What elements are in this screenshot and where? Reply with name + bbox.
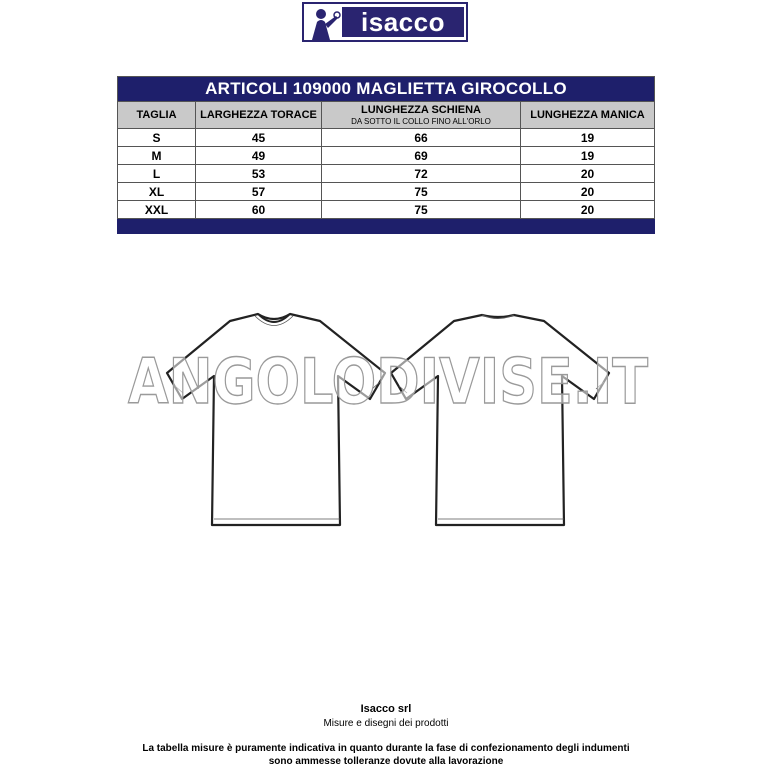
- cell-sleeve: 20: [521, 201, 655, 219]
- cell-size: S: [118, 129, 196, 147]
- cell-chest: 49: [196, 147, 322, 165]
- cell-back: 75: [322, 183, 521, 201]
- mascot-figure-icon: [306, 6, 342, 40]
- cell-sleeve: 19: [521, 147, 655, 165]
- header-back-label: LUNGHEZZA SCHIENA: [361, 104, 481, 116]
- footer-company: Isacco srl: [360, 703, 412, 715]
- cell-sleeve: 19: [521, 129, 655, 147]
- cell-size: XL: [118, 183, 196, 201]
- cell-size: M: [118, 147, 196, 165]
- header-back-length: [322, 102, 521, 129]
- cell-sleeve: 20: [521, 165, 655, 183]
- cell-chest: 53: [196, 165, 322, 183]
- table-title: ARTICOLI 109000 MAGLIETTA GIROCOLLO: [118, 77, 655, 102]
- cell-chest: 57: [196, 183, 322, 201]
- footer-subtitle: Misure e disegni dei prodotti: [323, 718, 449, 729]
- table-row: [118, 201, 655, 219]
- cell-chest: 60: [196, 201, 322, 219]
- table-row: [118, 183, 655, 201]
- table-row: [118, 129, 655, 147]
- cell-back: 69: [322, 147, 521, 165]
- header-size: TAGLIA: [118, 102, 196, 129]
- header-sleeve: LUNGHEZZA MANICA: [521, 102, 655, 129]
- brand-name: isacco: [342, 7, 464, 37]
- cell-sleeve: 20: [521, 183, 655, 201]
- table-row: [118, 165, 655, 183]
- table-footer-band: [118, 219, 655, 234]
- cell-back: 75: [322, 201, 521, 219]
- cell-chest: 45: [196, 129, 322, 147]
- cell-back: 66: [322, 129, 521, 147]
- footer-disclaimer-line1: La tabella misure è puramente indicativa in quanto durante la fase di confezionamento degli indumenti: [142, 743, 630, 754]
- cell-size: L: [118, 165, 196, 183]
- size-table: [117, 76, 655, 234]
- cell-size: XXL: [118, 201, 196, 219]
- brand-logo: [302, 2, 468, 42]
- watermark-text: ANGOLODIVISE.IT: [128, 345, 648, 418]
- header-chest: LARGHEZZA TORACE: [196, 102, 322, 129]
- table-row: [118, 147, 655, 165]
- footer-disclaimer: [0, 742, 772, 768]
- cell-back: 72: [322, 165, 521, 183]
- footer-disclaimer-line2: sono ammesse tolleranze dovute alla lavorazione: [268, 756, 504, 767]
- header-back-sublabel: DA SOTTO IL COLLO FINO ALL'ORLO: [351, 117, 491, 126]
- tshirt-drawings: [118, 300, 658, 540]
